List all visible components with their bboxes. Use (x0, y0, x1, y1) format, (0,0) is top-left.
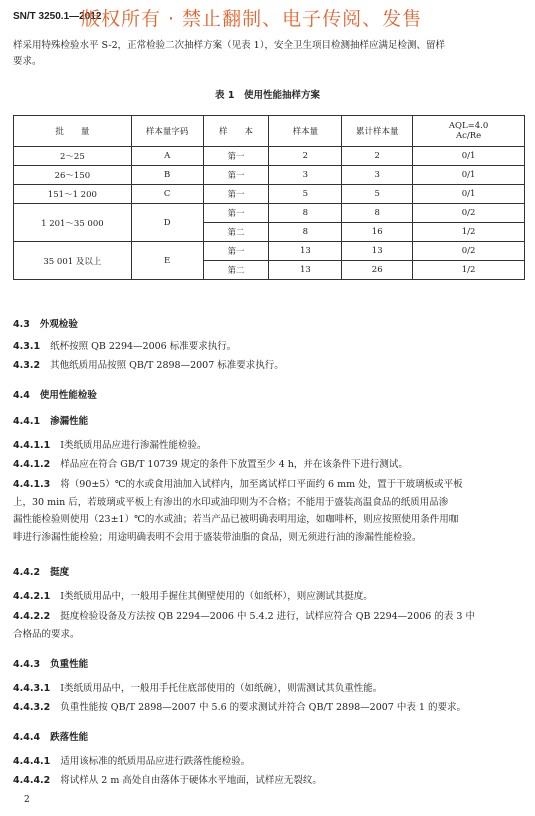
cell-code: D (131, 204, 203, 242)
clause-text-line-1: 将（90±5）℃的水或食用油加入试样内，加至离试样口平面约 6 mm 处，置于干玻璃板或平板 (60, 479, 463, 490)
cell-sample: 第二 (203, 223, 269, 242)
clause-text: Ⅰ类纸质用品中，一般用手握住其侧壁使用的（如纸杯），则应测试其挺度。 (60, 591, 373, 602)
clause-4-4-1-1 (13, 438, 525, 454)
cell-size: 5 (269, 185, 342, 204)
clause-4-4-3-1 (13, 681, 525, 697)
clause-number: 4.4.4.1 (13, 756, 51, 767)
clause-number: 4.3.2 (13, 360, 41, 371)
clause-text: Ⅰ类纸质用品应进行渗漏性能检验。 (60, 440, 207, 451)
section-title: 渗漏性能 (50, 416, 89, 427)
cell-batch: 2～25 (14, 147, 132, 166)
cell-size: 8 (269, 223, 342, 242)
header-size: 样本量 (269, 116, 342, 147)
cell-code: B (131, 166, 203, 185)
table-row (14, 147, 525, 166)
cell-batch: 26～150 (14, 166, 132, 185)
cell-sample: 第一 (203, 204, 269, 223)
header-aql-value: AQL=4.0 (448, 121, 489, 131)
section-number: 4.4.2 (13, 567, 41, 578)
page-header (13, 4, 528, 34)
intro-line-1: 样采用特殊检验水平 S-2，正常检验二次抽样方案（见表 1），安全卫生项目检测抽样应满足检测、留样 (13, 40, 445, 51)
cell-size: 2 (269, 147, 342, 166)
section-4-4-heading (13, 387, 97, 401)
clause-4-4-1-2 (13, 457, 525, 473)
clause-text: Ⅰ类纸质用品中，一般用手托住底部使用的（如纸碗），则需测试其负重性能。 (60, 683, 383, 694)
page-number: 2 (24, 795, 30, 805)
section-number: 4.4.1 (13, 416, 41, 427)
cell-sample: 第一 (203, 147, 269, 166)
clause-number: 4.4.1.1 (13, 440, 51, 451)
cell-code: C (131, 185, 203, 204)
header-acre: Ac/Re (455, 131, 482, 141)
clause-number: 4.4.1.2 (13, 459, 51, 470)
clause-text-line-2: 合格品的要求。 (13, 628, 80, 640)
section-4-4-1-heading (13, 413, 88, 427)
cell-code: E (131, 242, 203, 280)
clause-number: 4.3.1 (13, 341, 41, 352)
clause-text-line-3: 漏性能检验则使用（23±1）℃的水或油；若当产品已被明确表明用途，如咖啡杯，则应按照使用条件用咖 (13, 514, 459, 525)
section-title: 外观检验 (39, 319, 78, 330)
clause-4-4-3-2 (13, 700, 525, 716)
cell-acre: 0/1 (413, 166, 525, 185)
header-cumulative: 累计样本量 (342, 116, 413, 147)
sampling-plan-table (13, 115, 525, 280)
cell-acre: 1/2 (413, 261, 525, 280)
table-row (14, 166, 525, 185)
section-title: 挺度 (50, 567, 70, 578)
intro-line-2: 要求。 (13, 56, 42, 67)
clause-4-4-4-1 (13, 754, 525, 770)
section-title: 跌落性能 (50, 732, 89, 743)
section-number: 4.4.4 (13, 732, 41, 743)
cell-cumulative: 5 (342, 185, 413, 204)
clause-4-3-1 (13, 339, 525, 355)
cell-size: 13 (269, 261, 342, 280)
copyright-watermark: 版权所有 · 禁止翻制、电子传阅、发售 (81, 8, 423, 30)
cell-sample: 第一 (203, 166, 269, 185)
clause-4-4-4-2 (13, 773, 525, 789)
cell-batch: 35 001 及以上 (14, 242, 132, 280)
cell-size: 3 (269, 166, 342, 185)
cell-batch: 151～1 200 (14, 185, 132, 204)
intro-paragraph (13, 38, 523, 70)
table-row (14, 242, 525, 261)
cell-sample: 第二 (203, 261, 269, 280)
clause-number: 4.4.2.2 (13, 611, 51, 622)
header-batch: 批 量 (14, 116, 132, 147)
clause-text-line-1: 挺度检验设备及方法按 QB 2294—2006 中 5.4.2 进行，试样应符合 QB 2294—2006 的表 3 中 (60, 611, 475, 622)
section-4-4-2-heading (13, 564, 69, 578)
clause-text: 将试样从 2 m 高处自由落体于硬体水平地面，试样应无裂纹。 (60, 775, 322, 786)
cell-cumulative: 2 (342, 147, 413, 166)
clause-text: 负重性能按 QB/T 2898—2007 中 5.6 的要求测试并符合 QB/T 2898—2007 中表 1 的要求。 (60, 702, 466, 713)
table-header-row (14, 116, 525, 147)
cell-cumulative: 3 (342, 166, 413, 185)
clause-number: 4.4.2.1 (13, 591, 51, 602)
cell-size: 8 (269, 204, 342, 223)
cell-sample: 第一 (203, 242, 269, 261)
header-aql (413, 116, 525, 147)
clause-text: 纸杯按照 QB 2294—2006 标准要求执行。 (50, 341, 237, 352)
header-sample: 样 本 (203, 116, 269, 147)
clause-4-4-1-3 (13, 476, 525, 546)
section-title: 使用性能检验 (39, 390, 97, 401)
clause-number: 4.4.3.2 (13, 702, 51, 713)
cell-cumulative: 13 (342, 242, 413, 261)
cell-size: 13 (269, 242, 342, 261)
cell-cumulative: 26 (342, 261, 413, 280)
clause-text-line-4: 啡进行渗漏性能检验；用途明确表明不会用于盛装带油脂的食品，则无须进行油的渗漏性能检验。 (13, 531, 422, 543)
clause-text: 适用该标准的纸质用品应进行跌落性能检验。 (60, 756, 251, 767)
standard-number: SN/T 3250.1—2012 (13, 11, 102, 22)
clause-text-line-2: 上，30 min 后，若玻璃或平板上有渗出的水印或油印则为不合格；不能用于盛装高温食品的纸质用品渗 (13, 496, 449, 508)
clause-number: 4.4.3.1 (13, 683, 51, 694)
clause-4-3-2 (13, 358, 525, 374)
cell-acre: 0/1 (413, 185, 525, 204)
section-4-4-4-heading (13, 729, 88, 743)
section-number: 4.3 (13, 319, 30, 330)
cell-acre: 0/1 (413, 147, 525, 166)
section-4-3-heading (13, 316, 78, 330)
clause-text: 样品应在符合 GB/T 10739 规定的条件下放置至少 4 h，并在该条件下进行测试。 (60, 459, 408, 470)
section-number: 4.4 (13, 390, 30, 401)
clause-4-4-2-2 (13, 608, 525, 643)
clause-4-4-2-1 (13, 589, 525, 605)
cell-sample: 第一 (203, 185, 269, 204)
table-row (14, 204, 525, 223)
cell-acre: 1/2 (413, 223, 525, 242)
table-row (14, 185, 525, 204)
section-4-4-3-heading (13, 656, 88, 670)
section-number: 4.4.3 (13, 659, 41, 670)
clause-number: 4.4.4.2 (13, 775, 51, 786)
cell-code: A (131, 147, 203, 166)
cell-cumulative: 16 (342, 223, 413, 242)
clause-number: 4.4.1.3 (13, 479, 51, 490)
cell-acre: 0/2 (413, 242, 525, 261)
section-title: 负重性能 (50, 659, 89, 670)
cell-acre: 0/2 (413, 204, 525, 223)
cell-cumulative: 8 (342, 204, 413, 223)
table-title: 表 1 使用性能抽样方案 (215, 90, 320, 101)
cell-batch: 1 201～35 000 (14, 204, 132, 242)
header-code: 样本量字码 (131, 116, 203, 147)
clause-text: 其他纸质用品按照 QB/T 2898—2007 标准要求执行。 (50, 360, 284, 371)
